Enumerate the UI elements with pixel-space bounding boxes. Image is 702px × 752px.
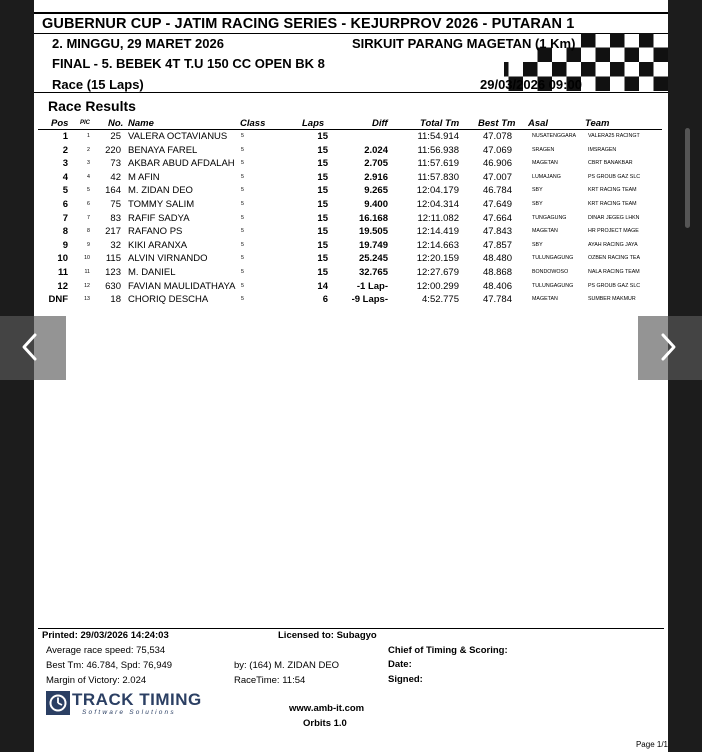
logo-title: TRACK TIMING	[72, 690, 202, 709]
printed-info: Printed: 29/03/2026 14:24:03	[42, 630, 169, 641]
table-row	[34, 144, 668, 158]
website[interactable]: www.amb-it.com	[289, 703, 365, 714]
cell-pos: DNF	[48, 294, 68, 306]
race-date: 2. MINGGU, 29 MARET 2026	[52, 36, 224, 51]
scrollbar[interactable]	[685, 128, 690, 228]
cell-team: HR PROJECT MAGE	[588, 228, 639, 235]
cell-class: 5	[241, 173, 244, 180]
cell-pos: 9	[62, 239, 68, 251]
cell-laps: 15	[317, 226, 328, 238]
cell-laps: 15	[317, 212, 328, 224]
cell-best: 47.784	[482, 294, 512, 306]
cell-pos: 1	[62, 131, 68, 142]
cell-class: 5	[241, 228, 244, 235]
cell-class: 5	[241, 146, 244, 153]
cell-asal: BONDOWOSO	[532, 269, 569, 275]
race-class: FINAL - 5. BEBEK 4T T.U 150 CC OPEN BK 8	[52, 56, 325, 71]
cell-laps: 15	[317, 199, 328, 210]
cell-class: 5	[241, 133, 244, 139]
race-timestamp: 29/03/2026 09:00	[480, 77, 582, 92]
cell-no: 75	[110, 199, 121, 210]
cell-asal: SRAGEN	[532, 146, 555, 153]
cell-diff: 9.400	[364, 199, 388, 210]
col-name: Name	[128, 118, 154, 129]
cell-no: 42	[110, 171, 121, 183]
cell-team: IMSRAGEN	[588, 146, 617, 153]
cell-laps: 14	[317, 280, 328, 292]
cell-laps: 6	[322, 294, 328, 306]
cell-total: 11:54.914	[417, 131, 459, 142]
date-label: Date:	[388, 659, 412, 670]
table-row	[34, 239, 668, 253]
cell-diff: 9.265	[364, 185, 388, 197]
table-row	[34, 212, 668, 226]
col-best: Best Tm	[478, 118, 516, 129]
cell-class: 5	[241, 160, 244, 167]
flag-square	[596, 48, 611, 63]
cell-diff: -1 Lap-	[356, 280, 388, 292]
circuit-name: SIRKUIT PARANG MAGETAN (1 Km)	[352, 36, 576, 51]
cell-name: CHORIQ DESCHA	[128, 294, 209, 306]
cell-class: 5	[241, 214, 244, 221]
flag-square	[639, 33, 654, 48]
cell-pic: 5	[87, 187, 90, 194]
cell-best: 48.480	[482, 253, 512, 265]
cell-no: 164	[105, 185, 121, 197]
cell-name: M AFIN	[128, 171, 160, 183]
table-row	[34, 198, 668, 212]
cell-name: BENAYA FAREL	[128, 144, 198, 156]
col-asal: Asal	[528, 118, 549, 129]
cell-total: 12:00.299	[416, 280, 459, 292]
cell-class: 5	[241, 255, 244, 262]
cell-laps: 15	[317, 171, 328, 183]
cell-pic: 11	[84, 269, 90, 275]
cell-diff: 2.705	[364, 158, 388, 170]
cell-team: CBRT BANAKBAR	[588, 160, 633, 167]
header-divider	[34, 92, 668, 93]
cell-name: M. ZIDAN DEO	[128, 185, 193, 197]
cell-class: 5	[241, 296, 244, 303]
cell-pic: 10	[84, 255, 90, 262]
cell-asal: LUMAJANG	[532, 173, 561, 180]
table-row	[34, 157, 668, 171]
software-version: Orbits 1.0	[303, 718, 347, 729]
cell-diff: 32.765	[358, 267, 388, 278]
cell-pos: 3	[62, 158, 68, 170]
cell-pic: 1	[87, 133, 90, 139]
page-number: Page 1/1	[635, 740, 668, 749]
chevron-right-icon	[658, 332, 678, 362]
cell-total: 12:20.159	[416, 253, 459, 265]
cell-asal: TULUNGAGUNG	[532, 282, 574, 289]
cell-team: AYAH RACING JAYA	[588, 241, 638, 248]
cell-total: 12:11.082	[417, 212, 459, 224]
cell-asal: TUNGAGUNG	[532, 214, 567, 221]
cell-pic: 4	[87, 173, 90, 180]
cell-pic: 7	[87, 214, 90, 221]
cell-class: 5	[241, 187, 244, 194]
cell-no: 25	[110, 131, 121, 142]
cell-asal: SBY	[532, 241, 543, 248]
event-title: GUBERNUR CUP - JATIM RACING SERIES - KEJURPROV 2026 - PUTARAN 1	[42, 16, 575, 32]
cell-total: 11:57.619	[417, 158, 459, 170]
cell-diff: 19.749	[358, 239, 388, 251]
prev-page-button[interactable]	[0, 316, 66, 380]
cell-pic: 2	[87, 146, 90, 153]
cell-laps: 15	[317, 253, 328, 265]
cell-pic: 6	[87, 201, 90, 207]
cell-best: 46.784	[482, 185, 512, 197]
cell-diff: 25.245	[358, 253, 388, 265]
race-time: RaceTime: 11:54	[234, 675, 306, 686]
cell-total: 12:27.679	[416, 267, 459, 278]
cell-pos: 4	[62, 171, 68, 183]
cell-best: 46.906	[482, 158, 512, 170]
cell-best: 48.406	[482, 280, 512, 292]
cell-no: 630	[105, 280, 121, 292]
cell-asal: MAGETAN	[532, 228, 558, 235]
track-timing-logo	[44, 689, 224, 719]
cell-name: RAFIF SADYA	[128, 212, 190, 224]
cell-class: 5	[241, 282, 244, 289]
cell-name: M. DANIEL	[128, 267, 176, 278]
cell-laps: 15	[317, 239, 328, 251]
cell-name: KIKI ARANXA	[128, 239, 188, 251]
cell-laps: 15	[317, 185, 328, 197]
cell-asal: NUSATENGGARA	[532, 133, 577, 139]
cell-team: DINAR JEGEG LHKN	[588, 214, 640, 221]
margin-of-victory: Margin of Victory: 2.024	[46, 675, 147, 686]
flag-square	[654, 77, 669, 92]
cell-best: 47.649	[482, 199, 512, 210]
cell-team: VALERA25 RACINGT	[588, 133, 640, 139]
cell-no: 123	[105, 267, 121, 278]
col-team: Team	[585, 118, 610, 129]
best-time: Best Tm: 46.784, Spd: 76,949	[46, 660, 173, 671]
cell-team: PS GROUB GAZ SLC	[588, 282, 641, 289]
cell-laps: 15	[317, 144, 328, 156]
cell-best: 47.007	[482, 171, 512, 183]
cell-best: 47.078	[482, 131, 512, 142]
cell-total: 12:04.314	[416, 199, 459, 210]
cell-pos: 7	[62, 212, 68, 224]
cell-diff: 2.024	[364, 144, 388, 156]
flag-square	[639, 62, 654, 77]
cell-total: 12:14.663	[416, 239, 459, 251]
cell-no: 73	[110, 158, 121, 170]
table-row	[34, 280, 668, 294]
cell-best: 47.664	[482, 212, 512, 224]
cell-diff: 19.505	[358, 226, 388, 238]
flag-square	[625, 48, 640, 63]
cell-team: SUMBER MAKMUR	[588, 296, 636, 303]
cell-pic: 8	[87, 228, 90, 235]
cell-name: FAVIAN MAULIDATHAYA	[128, 280, 236, 292]
cell-best: 47.069	[482, 144, 512, 156]
cell-team: KRT RACING TEAM	[588, 187, 637, 194]
flag-square	[596, 77, 611, 92]
col-class: Class	[240, 118, 266, 129]
cell-class: 5	[241, 241, 244, 248]
cell-total: 4:52.775	[422, 294, 459, 306]
col-no: No.	[108, 118, 124, 129]
cell-team: PS GROUB GAZ SLC	[588, 173, 641, 180]
cell-pos: 11	[57, 267, 68, 278]
cell-diff: 2.916	[364, 171, 388, 183]
flag-square	[523, 62, 538, 77]
cell-pic: 3	[87, 160, 90, 167]
col-total: Total Tm	[420, 118, 460, 129]
cell-pos: 8	[62, 226, 68, 238]
logo-subtitle: Software Solutions	[82, 709, 176, 716]
flag-square	[625, 77, 640, 92]
cell-total: 11:57.830	[417, 171, 459, 183]
document-page	[34, 0, 668, 752]
table-row	[34, 225, 668, 239]
best-time-by: by: (164) M. ZIDAN DEO	[234, 660, 340, 671]
flag-square	[581, 62, 596, 77]
licensed-to: Licensed to: Subagyo	[278, 630, 377, 641]
flag-square	[581, 33, 596, 48]
race-laps: Race (15 Laps)	[52, 77, 144, 92]
cell-best: 48.868	[482, 267, 512, 278]
chevron-left-icon	[20, 332, 40, 362]
cell-pos: 12	[57, 280, 68, 292]
table-row	[34, 184, 668, 198]
average-speed: Average race speed: 75,534	[46, 645, 166, 656]
table-row	[34, 171, 668, 185]
cell-asal: MAGETAN	[532, 160, 558, 167]
results-title: Race Results	[48, 98, 136, 114]
cell-pic: 9	[87, 241, 90, 248]
col-laps: Laps	[302, 118, 325, 129]
cell-total: 12:14.419	[416, 226, 459, 238]
cell-name: ALVIN VIRNANDO	[128, 253, 208, 265]
cell-team: NALA RACING TEAM	[588, 269, 640, 275]
table-row	[34, 266, 668, 280]
cell-team: KRT RACING TEAM	[588, 201, 637, 207]
cell-no: 32	[110, 239, 121, 251]
cell-name: RAFANO PS	[128, 226, 183, 238]
table-row	[34, 293, 668, 307]
chief-of-timing: Chief of Timing & Scoring:	[388, 645, 508, 656]
cell-diff: -9 Laps-	[351, 294, 388, 306]
cell-diff: 16.168	[358, 212, 388, 224]
cell-team: OZBEN RACING TEA	[588, 255, 640, 262]
table-row	[34, 130, 668, 144]
cell-no: 83	[110, 212, 121, 224]
table-row	[34, 252, 668, 266]
cell-laps: 15	[317, 267, 328, 278]
cell-best: 47.857	[482, 239, 512, 251]
cell-name: TOMMY SALIM	[128, 199, 195, 210]
next-page-button[interactable]	[638, 316, 702, 380]
col-diff: Diff	[372, 118, 388, 129]
cell-best: 47.843	[482, 226, 512, 238]
cell-total: 11:56.938	[417, 144, 459, 156]
cell-asal: SBY	[532, 187, 543, 194]
cell-name: AKBAR ABUD AFDALAH	[128, 158, 235, 170]
cell-pos: 2	[62, 144, 68, 156]
col-pos: Pos	[51, 118, 69, 129]
cell-class: 5	[241, 201, 244, 207]
cell-pos: 5	[62, 185, 68, 197]
footer-divider	[38, 628, 664, 629]
cell-laps: 15	[317, 131, 328, 142]
cell-no: 18	[110, 294, 121, 306]
cell-name: VALERA OCTAVIANUS	[128, 131, 228, 142]
flag-square	[610, 33, 625, 48]
flag-square	[610, 62, 625, 77]
track-timing-logo-icon	[46, 691, 70, 715]
flag-square	[504, 62, 509, 77]
cell-pos: 6	[62, 199, 68, 210]
title-bar	[34, 12, 668, 34]
flag-square	[654, 48, 669, 63]
cell-class: 5	[241, 269, 244, 275]
cell-pic: 12	[84, 282, 90, 289]
cell-total: 12:04.179	[416, 185, 459, 197]
cell-asal: MAGETAN	[532, 296, 558, 303]
flag-square	[552, 62, 567, 77]
signed-label: Signed:	[388, 674, 423, 685]
cell-asal: SBY	[532, 201, 543, 207]
cell-no: 220	[105, 144, 121, 156]
cell-asal: TULUNGAGUNG	[532, 255, 574, 262]
cell-no: 115	[105, 253, 121, 265]
col-pic: PIC	[80, 120, 91, 126]
cell-pos: 10	[57, 253, 68, 265]
cell-pic: 13	[84, 296, 90, 303]
cell-laps: 15	[317, 158, 328, 170]
cell-no: 217	[105, 226, 121, 238]
